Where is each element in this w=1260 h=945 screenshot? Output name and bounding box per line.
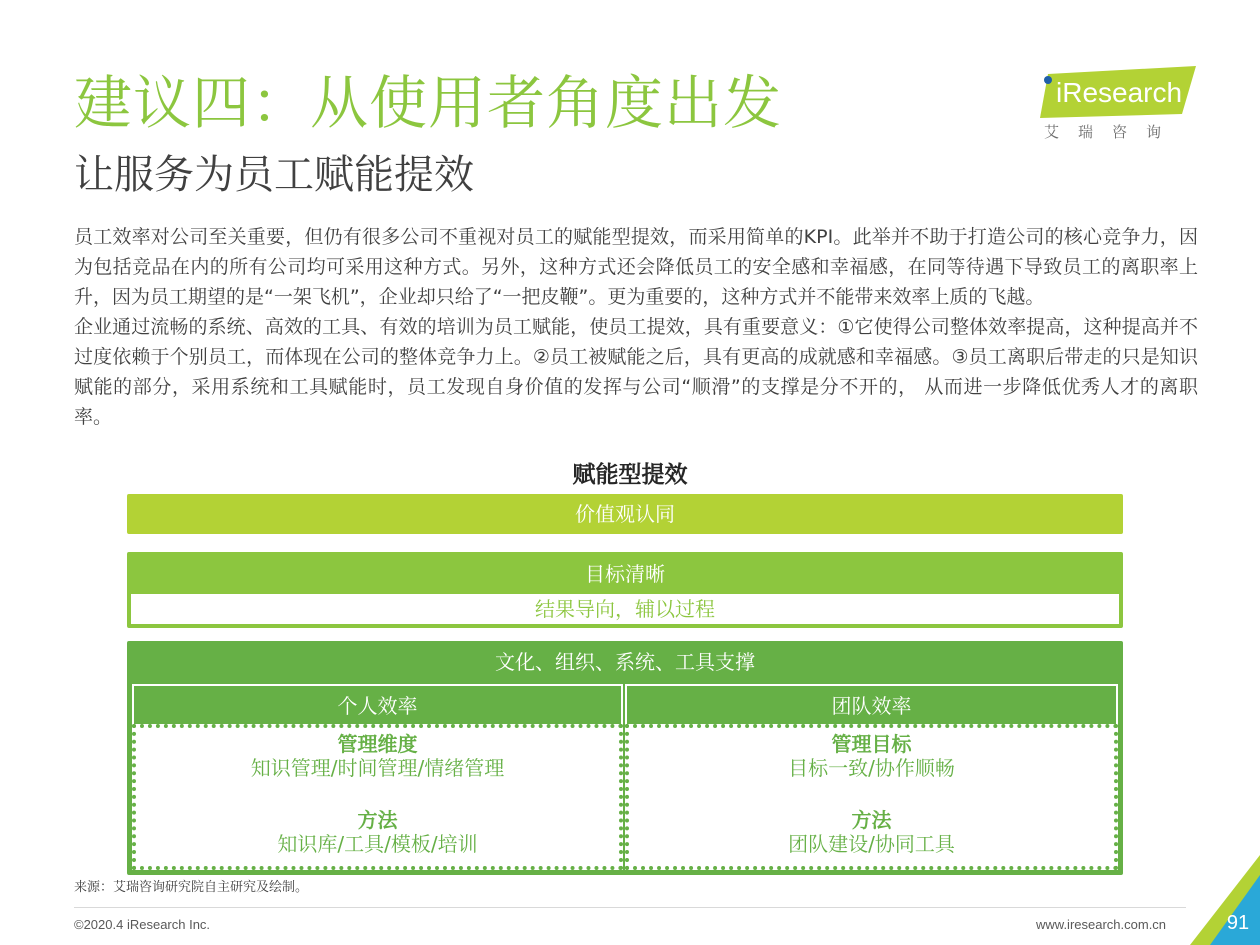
level-goals-inner: 结果导向，辅以过程 (131, 594, 1119, 624)
logo-text: iResearch (1056, 77, 1183, 108)
team-method-label: 方法 (851, 808, 892, 832)
personal-method-label: 方法 (357, 808, 398, 832)
page-number: 91 (1226, 912, 1250, 934)
website-link[interactable]: www.iresearch.com.cn (1036, 917, 1167, 932)
diagram-title: 赋能型提效 (572, 462, 688, 488)
logo-subtext: 艾瑞咨询 (1044, 123, 1181, 141)
personal-method-value: 知识库/工具/模板/培训 (277, 832, 478, 856)
iresearch-logo (1040, 66, 1200, 146)
level-goals-head: 目标清晰 (585, 562, 665, 586)
team-efficiency-column (625, 684, 1118, 870)
team-efficiency-head: 团队效率 (625, 684, 1118, 724)
page-subtitle: 让服务为员工赋能提效 (74, 152, 474, 198)
page-title: 建议四：从使用者角度出发 (74, 69, 783, 137)
team-efficiency-body (625, 724, 1118, 870)
personal-efficiency-body (132, 724, 623, 870)
personal-efficiency-column (132, 684, 623, 870)
body-paragraph-2: 企业通过流畅的系统、高效的工具、有效的培训为员工赋能，使员工提效，具有重要意义：①它使得公司整体效率提高，这种提高并不过度依赖于个别员工，而体现在公司的整体竞争力上。②员工被赋能之后，具有更高的成就感和幸福感。③员工离职后带走的只是知识赋能的部分，采用系统和工具赋能时，员工发现自身价值的发挥与公司“顺滑”的支撑是分不开的， 从而进一步降低优秀人才的离职率。 (74, 316, 1198, 428)
body-paragraph-1: 员工效率对公司至关重要，但仍有很多公司不重视对员工的赋能型提效，而采用简单的KPI。此举并不助于打造公司的核心竞争力，因为包括竞品在内的所有公司均可采用这种方式。另外，这种方式还会降低员工的安全感和幸福感，在同等待遇下导致员工的离职率上升，因为员工期望的是“一架飞机”，企业却只给了“一把皮鞭”。更为重要的，这种方式并不能带来效率上质的飞越。 (74, 226, 1198, 308)
personal-dimension-value: 知识管理/时间管理/情绪管理 (250, 756, 505, 780)
level-values-bar: 价值观认同 (127, 494, 1123, 534)
footer-divider (74, 907, 1186, 908)
team-goal-value: 目标一致/协作顺畅 (788, 756, 955, 780)
body-text (74, 222, 1198, 432)
personal-dimension-label: 管理维度 (337, 732, 418, 756)
copyright: ©2020.4 iResearch Inc. (74, 917, 211, 932)
level-support-head: 文化、组织、系统、工具支撑 (495, 650, 755, 674)
team-goal-label: 管理目标 (831, 732, 912, 756)
personal-efficiency-head: 个人效率 (132, 684, 623, 724)
level-goals-box (127, 552, 1123, 628)
team-method-value: 团队建设/协同工具 (788, 832, 955, 856)
level-support-box (127, 641, 1123, 875)
source-note: 来源：艾瑞咨询研究院自主研究及绘制。 (74, 880, 309, 895)
